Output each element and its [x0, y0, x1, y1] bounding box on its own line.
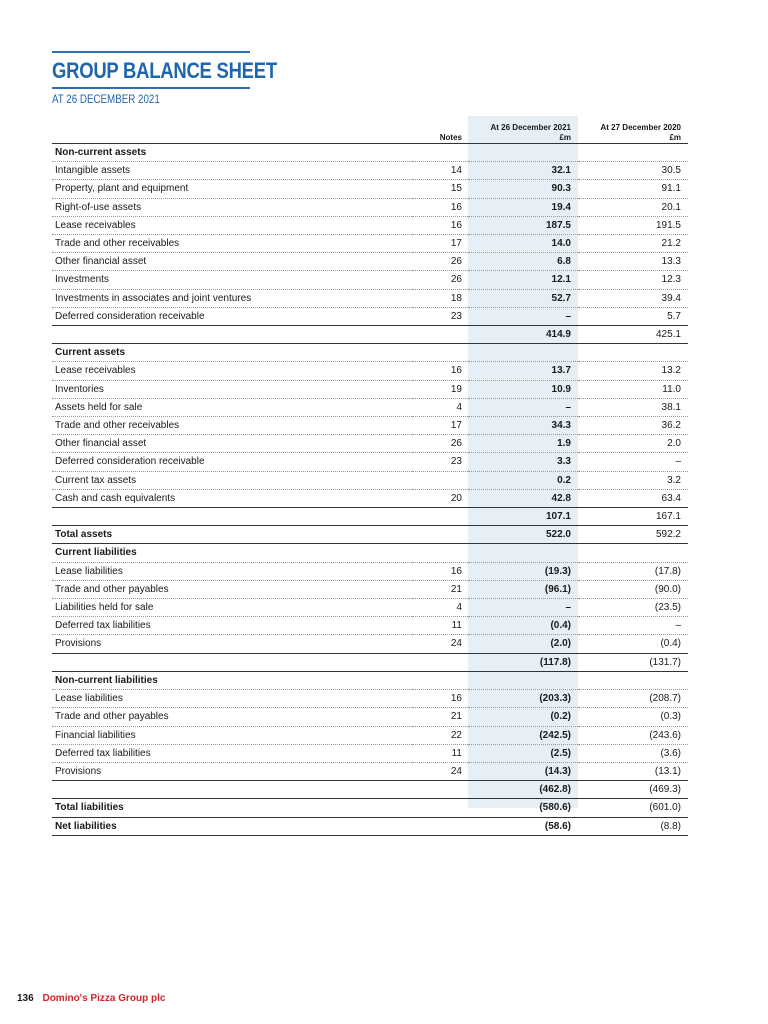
empty-cell — [412, 144, 468, 162]
total-row — [52, 526, 688, 544]
row-label: Deferred consideration receivable — [55, 456, 205, 468]
row-note — [412, 799, 468, 817]
row-value-prior: – — [675, 620, 681, 632]
row-label: Trade and other receivables — [55, 420, 180, 432]
table-row — [52, 162, 688, 180]
table-row — [52, 690, 688, 708]
row-value-current: (96.1) — [544, 583, 571, 595]
row-value-prior: 39.4 — [661, 292, 681, 304]
row-label: Financial liabilities — [55, 729, 136, 741]
row-label: Trade and other receivables — [55, 238, 180, 250]
subtotal-row — [52, 326, 688, 344]
row-value-current: 19.4 — [551, 201, 571, 213]
row-note: 4 — [456, 602, 462, 614]
row-label: Liabilities held for sale — [55, 602, 154, 614]
row-label: Property, plant and equipment — [55, 183, 189, 195]
row-value-prior: 20.1 — [661, 201, 681, 213]
row-note: 24 — [450, 638, 462, 650]
total-row — [52, 817, 688, 835]
row-value-current: 42.8 — [551, 492, 571, 504]
row-note — [412, 326, 468, 344]
row-value-prior: 5.7 — [667, 310, 681, 322]
row-label — [52, 508, 412, 526]
row-note: 19 — [450, 383, 462, 395]
row-label: Lease liabilities — [55, 565, 123, 577]
row-label: Right-of-use assets — [55, 201, 142, 213]
page-subtitle: AT 26 DECEMBER 2021 — [52, 94, 160, 106]
row-value-current: (462.8) — [539, 784, 571, 796]
row-value-current: (0.4) — [550, 620, 571, 632]
table-header-row — [52, 122, 688, 144]
empty-cell — [578, 671, 688, 689]
row-value-current: 0.2 — [557, 474, 571, 486]
section-heading: Non-current assets — [55, 147, 147, 158]
row-value-prior: 63.4 — [661, 492, 681, 504]
table-row — [52, 289, 688, 307]
row-value-prior: (8.8) — [660, 820, 681, 832]
empty-cell — [578, 144, 688, 162]
table-row — [52, 307, 688, 325]
table-row — [52, 635, 688, 653]
empty-cell — [578, 544, 688, 562]
row-value-prior: 13.2 — [661, 365, 681, 377]
row-value-prior: 425.1 — [655, 329, 681, 341]
empty-cell — [412, 671, 468, 689]
empty-cell — [578, 344, 688, 362]
row-label: Cash and cash equivalents — [55, 492, 176, 504]
empty-cell — [468, 144, 578, 162]
row-value-prior: 21.2 — [661, 238, 681, 250]
table-row — [52, 580, 688, 598]
row-value-prior: (13.1) — [654, 765, 681, 777]
row-note: 18 — [450, 292, 462, 304]
table-row — [52, 471, 688, 489]
row-value-prior: (3.6) — [660, 747, 681, 759]
row-value-current: 32.1 — [551, 165, 571, 177]
table-row — [52, 726, 688, 744]
table-row — [52, 362, 688, 380]
table-row — [52, 562, 688, 580]
row-note: 26 — [450, 274, 462, 286]
row-note: 22 — [450, 729, 462, 741]
row-value-prior: 13.3 — [661, 256, 681, 268]
company-name: Domino's Pizza Group plc — [42, 993, 166, 1004]
row-value-current: 187.5 — [545, 219, 571, 231]
section-heading-row — [52, 671, 688, 689]
row-value-current: 90.3 — [551, 183, 571, 195]
row-value-current: 3.3 — [557, 456, 571, 468]
row-value-current: (2.5) — [550, 747, 571, 759]
row-label: Inventories — [55, 383, 104, 395]
row-note: 16 — [450, 365, 462, 377]
empty-cell — [468, 671, 578, 689]
table-row — [52, 744, 688, 762]
row-note: 26 — [450, 256, 462, 268]
row-value-prior: 11.0 — [662, 383, 681, 395]
header-notes: Notes — [439, 132, 462, 142]
row-label: Other financial asset — [55, 256, 147, 268]
row-label: Lease receivables — [55, 219, 136, 231]
row-label: Lease receivables — [55, 365, 136, 377]
row-label: Total assets — [55, 529, 113, 541]
row-value-prior: 2.0 — [667, 438, 681, 450]
row-value-current: (19.3) — [544, 565, 571, 577]
section-heading: Current assets — [55, 347, 126, 359]
row-value-current: 107.1 — [545, 511, 571, 523]
row-label: Current tax assets — [55, 474, 137, 486]
title-bottom-rule — [52, 87, 250, 89]
row-value-current: – — [565, 602, 571, 614]
row-value-prior: 30.5 — [661, 165, 681, 177]
row-label — [52, 781, 412, 799]
row-value-current: 522.0 — [545, 529, 571, 541]
row-label: Provisions — [55, 638, 102, 650]
row-value-prior: 191.5 — [655, 219, 681, 231]
header-current-date: At 26 December 2021 — [490, 123, 571, 132]
header-prior-date: At 27 December 2020 — [600, 123, 681, 132]
subtotal-row — [52, 653, 688, 671]
row-value-current: 6.8 — [557, 256, 571, 268]
page-header — [52, 51, 277, 89]
row-label — [52, 326, 412, 344]
row-value-current: (117.8) — [539, 656, 571, 668]
section-heading: Current liabilities — [55, 547, 137, 559]
row-value-prior: – — [675, 456, 681, 468]
row-label: Provisions — [55, 765, 102, 777]
row-value-prior: 38.1 — [661, 401, 681, 413]
page-number: 136 — [17, 993, 34, 1004]
row-note: 16 — [450, 219, 462, 231]
row-value-current: – — [565, 310, 571, 322]
table-row — [52, 617, 688, 635]
row-value-prior: (23.5) — [654, 602, 681, 614]
row-note: 17 — [450, 238, 462, 250]
row-note: 16 — [450, 693, 462, 705]
row-value-current: 1.9 — [557, 438, 571, 450]
table-row — [52, 417, 688, 435]
row-value-current: (203.3) — [539, 693, 571, 705]
row-note: 23 — [450, 310, 462, 322]
table-row — [52, 453, 688, 471]
row-value-prior: (131.7) — [649, 656, 681, 668]
empty-cell — [468, 544, 578, 562]
row-note — [412, 817, 468, 835]
row-note: 16 — [450, 201, 462, 213]
row-label: Lease liabilities — [55, 693, 123, 705]
balance-sheet-table — [52, 122, 688, 836]
row-note — [412, 508, 468, 526]
row-value-current: (14.3) — [544, 765, 571, 777]
row-value-current: (242.5) — [539, 729, 571, 741]
table-row — [52, 708, 688, 726]
row-label: Trade and other payables — [55, 583, 169, 595]
row-note: 24 — [450, 765, 462, 777]
table-row — [52, 380, 688, 398]
total-row — [52, 799, 688, 817]
row-note: 14 — [450, 165, 462, 177]
header-prior-year — [578, 122, 688, 144]
row-value-current: 10.9 — [551, 383, 571, 395]
row-value-prior: (0.4) — [660, 638, 681, 650]
title-top-rule — [52, 51, 250, 53]
row-label: Investments — [55, 274, 109, 286]
row-value-prior: (243.6) — [649, 729, 681, 741]
table-row — [52, 253, 688, 271]
section-heading-row — [52, 344, 688, 362]
table-row — [52, 762, 688, 780]
row-label: Deferred tax liabilities — [55, 747, 151, 759]
page-footer — [17, 993, 165, 1004]
row-label: Investments in associates and joint ventures — [55, 292, 252, 304]
header-current-unit: £m — [559, 132, 571, 142]
row-note — [412, 526, 468, 544]
row-value-current: 13.7 — [551, 365, 571, 377]
table-row — [52, 235, 688, 253]
row-note: 20 — [450, 492, 462, 504]
row-value-current: (580.6) — [539, 802, 571, 814]
row-note: 17 — [450, 420, 462, 432]
row-label — [52, 653, 412, 671]
row-label: Total liabilities — [55, 802, 124, 814]
table-row — [52, 435, 688, 453]
empty-cell — [412, 544, 468, 562]
section-heading-row — [52, 544, 688, 562]
section-heading: Non-current liabilities — [55, 674, 158, 686]
row-note: 4 — [456, 401, 462, 413]
row-note — [412, 471, 468, 489]
row-label: Other financial asset — [55, 438, 147, 450]
row-note — [412, 781, 468, 799]
empty-cell — [412, 344, 468, 362]
subtotal-row — [52, 781, 688, 799]
table-row — [52, 180, 688, 198]
row-value-current: 14.0 — [551, 238, 571, 250]
empty-cell — [468, 344, 578, 362]
row-value-prior: 36.2 — [661, 420, 681, 432]
table-row — [52, 398, 688, 416]
table-row — [52, 198, 688, 216]
row-value-prior: (17.8) — [654, 565, 681, 577]
row-value-prior: 167.1 — [655, 511, 681, 523]
row-note — [412, 653, 468, 671]
row-label: Net liabilities — [55, 820, 117, 832]
row-value-current: 12.1 — [551, 274, 571, 286]
subtotal-row — [52, 508, 688, 526]
row-value-current: – — [565, 401, 571, 413]
row-note: 11 — [451, 620, 462, 632]
row-value-current: (2.0) — [550, 638, 571, 650]
row-label: Intangible assets — [55, 165, 131, 177]
row-value-prior: (0.3) — [660, 711, 681, 723]
row-value-prior: 592.2 — [655, 529, 681, 541]
row-note: 15 — [450, 183, 462, 195]
row-note: 11 — [451, 747, 462, 759]
section-heading-row — [52, 144, 688, 162]
row-note: 21 — [450, 583, 462, 595]
row-value-prior: (208.7) — [649, 693, 681, 705]
page-title: GROUP BALANCE SHEET — [52, 58, 277, 83]
row-note: 16 — [450, 565, 462, 577]
row-value-prior: 3.2 — [667, 474, 681, 486]
row-note: 21 — [450, 711, 462, 723]
table-row — [52, 271, 688, 289]
row-value-prior: 12.3 — [661, 274, 681, 286]
row-value-current: 52.7 — [551, 292, 571, 304]
row-value-current: (0.2) — [550, 711, 571, 723]
header-prior-unit: £m — [669, 132, 681, 142]
row-value-prior: (601.0) — [649, 802, 681, 814]
table-row — [52, 216, 688, 234]
row-label: Assets held for sale — [55, 401, 143, 413]
header-label-cell — [52, 122, 412, 144]
row-label: Deferred consideration receivable — [55, 310, 205, 322]
row-value-prior: (469.3) — [649, 784, 681, 796]
row-note: 26 — [450, 438, 462, 450]
row-value-prior: 91.1 — [661, 183, 681, 195]
row-value-current: 414.9 — [545, 329, 571, 341]
row-label: Trade and other payables — [55, 711, 169, 723]
table-row — [52, 599, 688, 617]
row-value-current: 34.3 — [551, 420, 571, 432]
row-label: Deferred tax liabilities — [55, 620, 151, 632]
row-value-current: (58.6) — [544, 820, 571, 832]
row-value-prior: (90.0) — [654, 583, 681, 595]
table-row — [52, 489, 688, 507]
row-note: 23 — [450, 456, 462, 468]
header-current-year — [468, 122, 578, 144]
